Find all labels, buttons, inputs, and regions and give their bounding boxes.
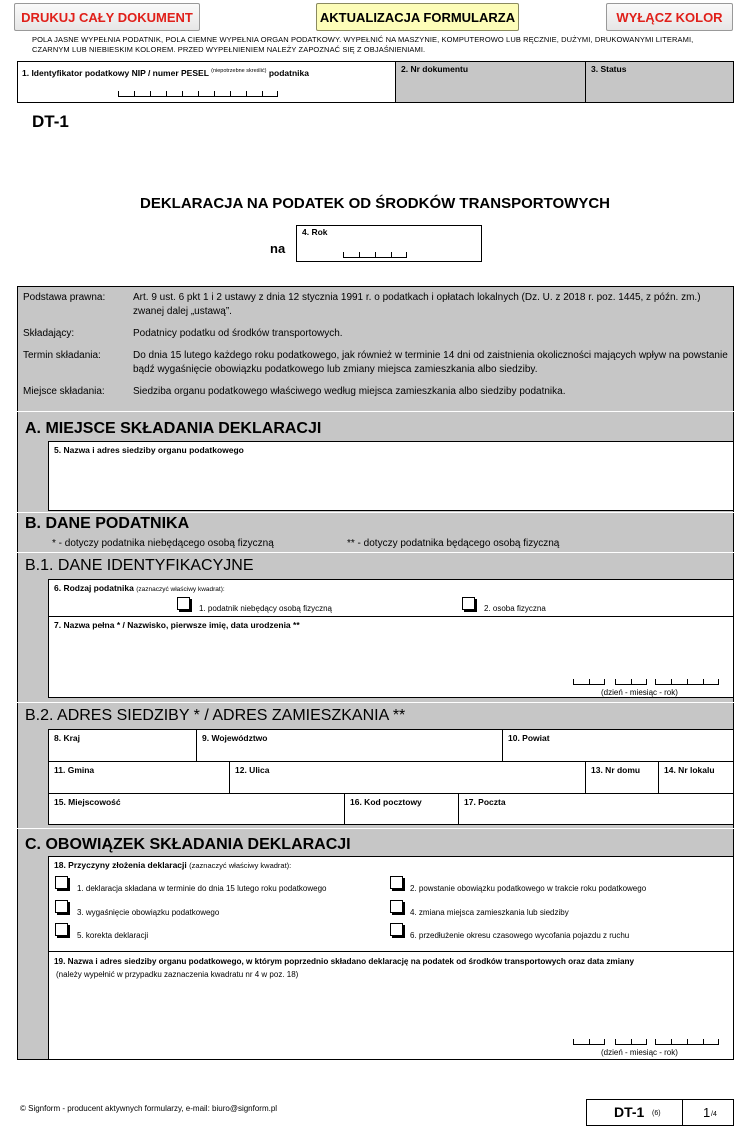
field-7-label: 7. Nazwa pełna * / Nazwisko, pierwsze imię, data urodzenia ** bbox=[54, 620, 300, 630]
reason-5-label: 5. korekta deklaracji bbox=[77, 931, 149, 940]
field-14-apartment-number[interactable] bbox=[658, 761, 734, 794]
field-15-city[interactable] bbox=[48, 793, 345, 825]
field-12-street[interactable] bbox=[229, 761, 586, 794]
reason-2-label: 2. powstanie obowiązku podatkowego w trakcie roku podatkowego bbox=[410, 884, 647, 893]
field-18-label: 18. Przyczyny złożenia deklaracji bbox=[54, 860, 187, 870]
field-1-note: (niepotrzebne skreślić) bbox=[211, 68, 267, 75]
year-prefix: na bbox=[270, 241, 286, 256]
footer-form-id bbox=[586, 1099, 734, 1126]
field-3-status bbox=[585, 61, 734, 103]
filer-label: Składający: bbox=[23, 328, 75, 339]
field-6-note: (zaznaczyć właściwy kwadrat): bbox=[136, 586, 225, 593]
page-number: 1 bbox=[703, 1105, 711, 1120]
date-hint: (dzień - miesiąc - rok) bbox=[601, 688, 678, 697]
field-10-label: 10. Powiat bbox=[508, 733, 550, 743]
divider bbox=[17, 411, 734, 412]
field-5-tax-office[interactable] bbox=[48, 441, 734, 511]
update-form-button[interactable]: AKTUALIZACJA FORMULARZA bbox=[316, 3, 519, 31]
divider bbox=[17, 512, 734, 513]
section-a-title: A. MIEJSCE SKŁADANIA DEKLARACJI bbox=[25, 420, 322, 437]
field-4-label: 4. Rok bbox=[302, 227, 328, 237]
day-ticks bbox=[573, 680, 605, 685]
field-18-reasons bbox=[48, 856, 734, 952]
footer-form-code: DT-1 bbox=[614, 1104, 645, 1120]
date-hint: (dzień - miesiąc - rok) bbox=[601, 1048, 678, 1057]
section-b2-title: B.2. ADRES SIEDZIBY * / ADRES ZAMIESZKANIA ** bbox=[25, 707, 406, 724]
print-document-button[interactable]: DRUKUJ CAŁY DOKUMENT bbox=[14, 3, 200, 31]
field-13-house-number[interactable] bbox=[585, 761, 659, 794]
field-1-nip-pesel[interactable] bbox=[17, 61, 396, 103]
footer-form-version: (6) bbox=[652, 1110, 661, 1117]
page-count: /4 bbox=[711, 1111, 717, 1118]
place-label: Miejsce składania: bbox=[23, 386, 105, 397]
field-9-label: 9. Województwo bbox=[202, 733, 268, 743]
divider bbox=[17, 702, 734, 703]
legal-basis-text: Art. 9 ust. 6 pkt 1 i 2 ustawy z dnia 12 stycznia 1991 r. o podatkach i opłatach lokalnych (Dz. U. z 2018 r. poz. 1445, z późn. zm.) zwanej dalej „ustawą”. bbox=[133, 292, 701, 317]
field-18-note: (zaznaczyć właściwy kwadrat): bbox=[189, 861, 292, 870]
field-19-note: (należy wypełnić w przypadku zaznaczenia kwadratu nr 4 w poz. 18) bbox=[56, 970, 299, 979]
note-legal-entity: * - dotyczy podatnika niebędącego osobą fizyczną bbox=[52, 538, 274, 549]
field-17-post-office[interactable] bbox=[458, 793, 734, 825]
divider bbox=[682, 1100, 683, 1125]
legal-basis-label: Podstawa prawna: bbox=[23, 292, 106, 303]
field-8-label: 8. Kraj bbox=[54, 733, 80, 743]
field-11-municipality[interactable] bbox=[48, 761, 230, 794]
field-9-voivodeship[interactable] bbox=[196, 729, 503, 762]
field-15-label: 15. Miejscowość bbox=[54, 797, 121, 807]
checkbox-legal-entity[interactable] bbox=[177, 597, 190, 610]
field-3-label: 3. Status bbox=[591, 64, 627, 74]
checkbox-natural-person[interactable] bbox=[462, 597, 475, 610]
month-ticks bbox=[615, 1040, 647, 1045]
year-tick-marks bbox=[343, 253, 407, 258]
field-17-label: 17. Poczta bbox=[464, 797, 506, 807]
reason-3-label: 3. wygaśnięcie obowiązku podatkowego bbox=[77, 908, 220, 917]
field-10-district[interactable] bbox=[502, 729, 734, 762]
option-natural-person-label: 2. osoba fizyczna bbox=[484, 604, 546, 613]
reason-6-label: 6. przedłużenie okresu czasowego wycofania pojazdu z ruchu bbox=[410, 931, 630, 940]
nip-tick-marks bbox=[118, 92, 278, 97]
field-6-taxpayer-type bbox=[48, 579, 734, 617]
copyright: © Signform - producent aktywnych formularzy, e-mail: biuro@signform.pl bbox=[20, 1104, 278, 1113]
field-11-label: 11. Gmina bbox=[54, 765, 95, 775]
day-ticks bbox=[573, 1040, 605, 1045]
toggle-color-button[interactable]: WYŁĄCZ KOLOR bbox=[606, 3, 733, 31]
note-natural-person: ** - dotyczy podatnika będącego osobą fizyczną bbox=[347, 538, 560, 549]
field-2-label: 2. Nr dokumentu bbox=[401, 64, 469, 74]
deadline-text: Do dnia 15 lutego każdego roku podatkowego, jak również w terminie 14 dni od zaistnienia okoliczności mających wpływ na powstanie bądź wygaśnięcie obowiązku podatkowego lub zmiany miejsca zamieszkania albo siedziby. bbox=[133, 350, 728, 375]
section-b1-title: B.1. DANE IDENTYFIKACYJNE bbox=[25, 557, 254, 574]
field-6-label: 6. Rodzaj podatnika bbox=[54, 583, 134, 593]
instructions bbox=[32, 35, 732, 55]
field-1-label: 1. Identyfikator podatkowy NIP / numer PESEL bbox=[22, 68, 209, 78]
section-c-title: C. OBOWIĄZEK SKŁADANIA DEKLARACJI bbox=[25, 836, 351, 853]
checkbox-reason-1[interactable] bbox=[55, 876, 68, 889]
place-text: Siedziba organu podatkowego właściwego według miejsca zamieszkania albo siedziby podatnika. bbox=[133, 386, 566, 397]
form-code: DT-1 bbox=[32, 112, 69, 131]
instructions-line2: CZARNYM LUB NIEBIESKIM KOLOREM. PRZED WYPEŁNIENIEM NALEŻY ZAPOZNAĆ SIĘ Z OBJAŚNIENIAMI. bbox=[32, 45, 426, 54]
divider bbox=[17, 828, 734, 829]
field-8-country[interactable] bbox=[48, 729, 197, 762]
field-14-label: 14. Nr lokalu bbox=[664, 765, 715, 775]
section-b-title: B. DANE PODATNIKA bbox=[25, 515, 190, 532]
field-5-label: 5. Nazwa i adres siedziby organu podatkowego bbox=[54, 445, 244, 455]
field-19-label: 19. Nazwa i adres siedziby organu podatkowego, w którym poprzednio składano deklarację na podatek od środków transportowych oraz data zmiany bbox=[54, 957, 635, 966]
field-2-document-number bbox=[395, 61, 586, 103]
field-16-label: 16. Kod pocztowy bbox=[350, 797, 422, 807]
divider bbox=[17, 552, 734, 553]
reason-4-label: 4. zmiana miejsca zamieszkania lub siedziby bbox=[410, 908, 569, 917]
page-title: DEKLARACJA NA PODATEK OD ŚRODKÓW TRANSPORTOWYCH bbox=[139, 195, 610, 212]
instructions-line1: POLA JASNE WYPEŁNIA PODATNIK, POLA CIEMNE WYPEŁNIA ORGAN PODATKOWY. WYPEŁNIĆ NA MASZYNIE, KOMPUTEROWO LUB RĘCZNIE, DUŻYMI, DRUKOWANYMI LITERAMI, bbox=[32, 35, 694, 44]
month-ticks bbox=[615, 680, 647, 685]
field-19-previous-office[interactable] bbox=[48, 951, 734, 1060]
field-13-label: 13. Nr domu bbox=[591, 765, 641, 775]
deadline-label: Termin składania: bbox=[23, 350, 101, 361]
checkbox-reason-2[interactable] bbox=[390, 876, 403, 889]
field-12-label: 12. Ulica bbox=[235, 765, 270, 775]
field-7-full-name[interactable] bbox=[48, 616, 734, 698]
field-16-postal-code[interactable] bbox=[344, 793, 459, 825]
year-ticks bbox=[655, 1040, 719, 1045]
year-ticks bbox=[655, 680, 719, 685]
reason-1-label: 1. deklaracja składana w terminie do dnia 15 lutego roku podatkowego bbox=[77, 884, 327, 893]
option-legal-entity-label: 1. podatnik niebędący osobą fizyczną bbox=[199, 604, 332, 613]
checkbox-reason-3[interactable] bbox=[55, 900, 68, 913]
checkbox-reason-6[interactable] bbox=[390, 923, 403, 936]
field-1-suffix: podatnika bbox=[268, 68, 309, 78]
field-4-year[interactable] bbox=[296, 225, 482, 262]
checkbox-reason-4[interactable] bbox=[390, 900, 403, 913]
checkbox-reason-5[interactable] bbox=[55, 923, 68, 936]
filer-text: Podatnicy podatku od środków transportowych. bbox=[133, 328, 343, 339]
